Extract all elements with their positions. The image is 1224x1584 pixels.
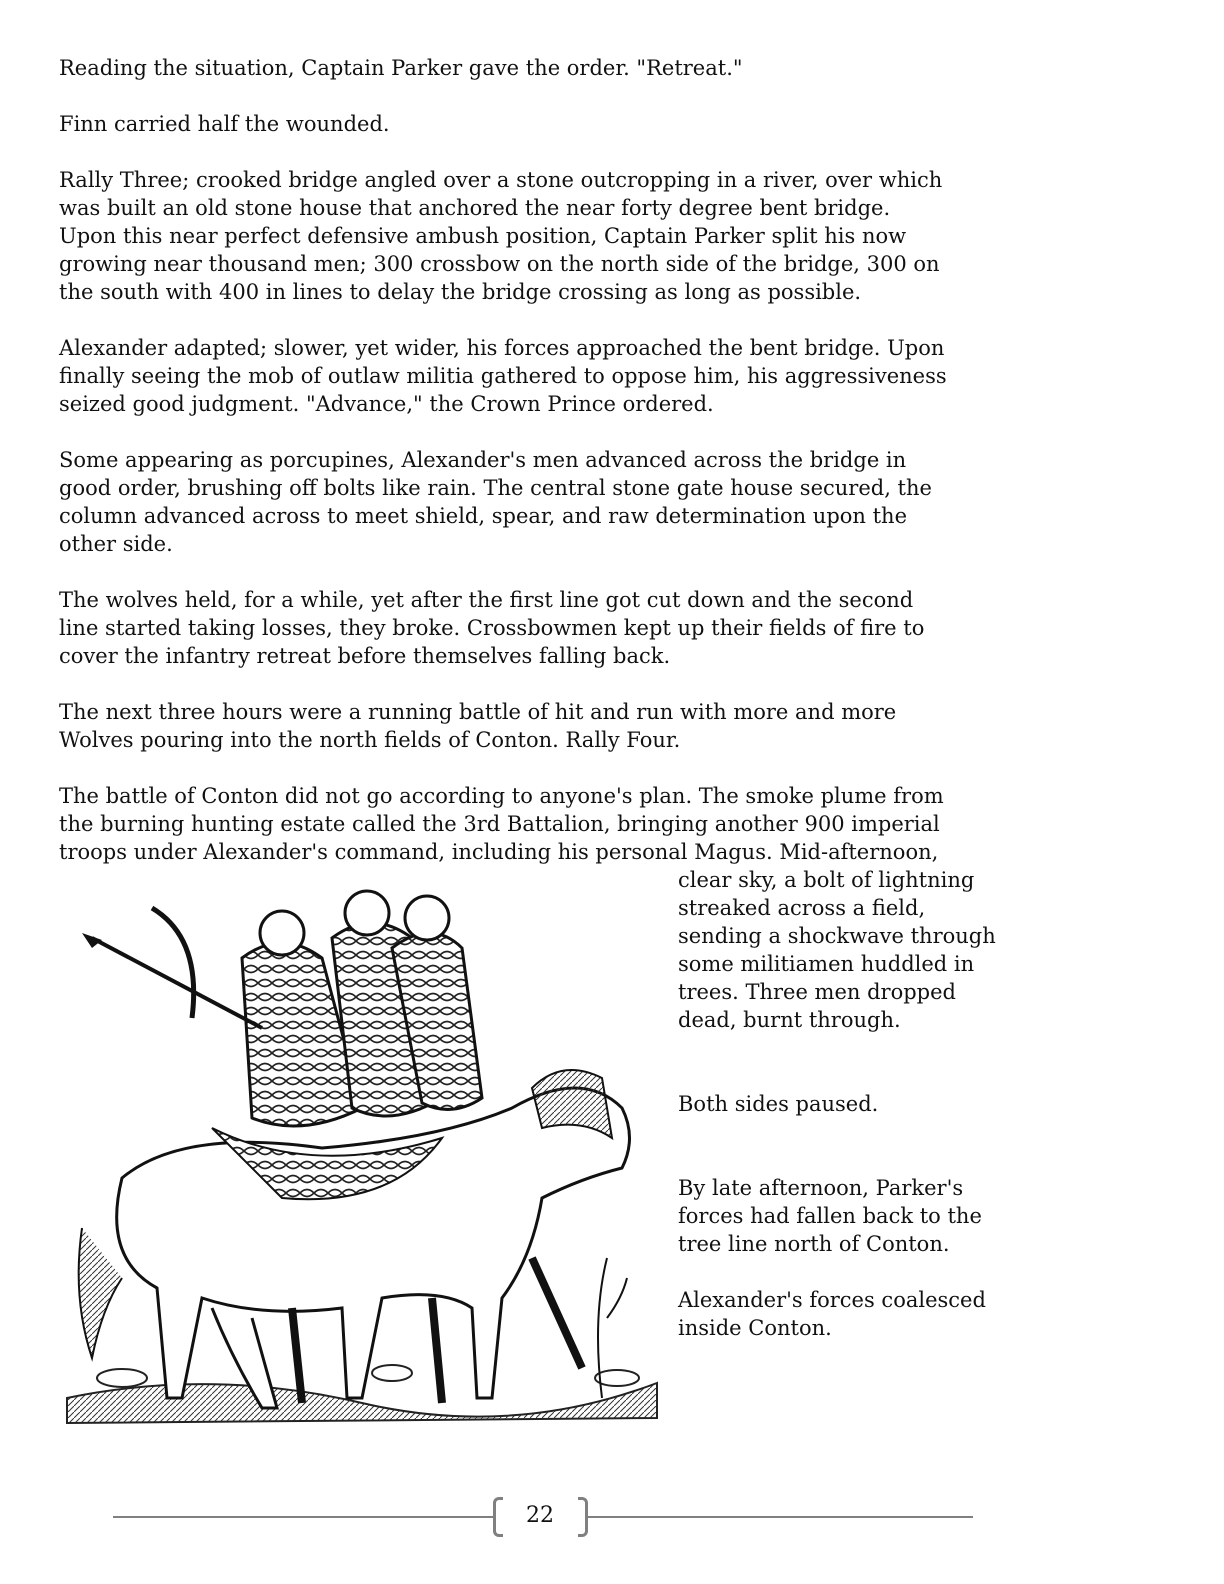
text-line: streaked across a field, [678, 896, 926, 920]
text-line: cover the infantry retreat before themselves falling back. [59, 644, 671, 668]
text-line: column advanced across to meet shield, spear, and raw determination upon the [59, 504, 907, 528]
paragraph [59, 334, 1059, 418]
footer-rule-right [588, 1516, 973, 1518]
paragraph [59, 446, 1059, 558]
text-line: the burning hunting estate called the 3rd Battalion, bringing another 900 imperial [59, 812, 940, 836]
text-line: trees. Three men dropped [678, 980, 956, 1004]
paragraph [678, 866, 1078, 1034]
text-line: By late afternoon, Parker's [678, 1176, 964, 1200]
text-line: dead, burnt through. [678, 1008, 901, 1032]
text-line: clear sky, a bolt of lightning [678, 868, 975, 892]
text-line: inside Conton. [678, 1316, 832, 1340]
text-line: Alexander's forces coalesced [678, 1288, 986, 1312]
text-line: Alexander adapted; slower, yet wider, his forces approached the bent bridge. Upon [59, 336, 945, 360]
text-line: line started taking losses, they broke. Crossbowmen kept up their fields of fire to [59, 616, 925, 640]
page-number: 22 [526, 1503, 554, 1528]
paragraph [678, 1174, 1078, 1258]
text-line: some militiamen huddled in [678, 952, 975, 976]
paragraph [59, 166, 1059, 306]
paragraph [678, 1090, 1078, 1118]
text-line: Finn carried half the wounded. [59, 112, 390, 136]
text-line: seized good judgment. "Advance," the Crown Prince ordered. [59, 392, 714, 416]
main-text [59, 54, 1059, 894]
text-line: growing near thousand men; 300 crossbow on the north side of the bridge, 300 on [59, 252, 940, 276]
text-line: the south with 400 in lines to delay the bridge crossing as long as possible. [59, 280, 862, 304]
text-line: Some appearing as porcupines, Alexander's men advanced across the bridge in [59, 448, 907, 472]
paragraph [59, 782, 1059, 866]
text-line: was built an old stone house that anchored the near forty degree bent bridge. [59, 196, 891, 220]
text-line: troops under Alexander's command, including his personal Magus. Mid-afternoon, [59, 840, 939, 864]
text-line: forces had fallen back to the [678, 1204, 982, 1228]
text-line: Reading the situation, Captain Parker gave the order. "Retreat." [59, 56, 743, 80]
text-line: finally seeing the mob of outlaw militia gathered to oppose him, his aggressiveness [59, 364, 947, 388]
paragraph [59, 110, 1059, 138]
text-line: good order, brushing off bolts like rain. The central stone gate house secured, the [59, 476, 932, 500]
text-line: other side. [59, 532, 173, 556]
paragraph [59, 54, 1059, 82]
text-line: The wolves held, for a while, yet after the first line got cut down and the second [59, 588, 914, 612]
text-line: sending a shockwave through [678, 924, 996, 948]
text-line: Both sides paused. [678, 1092, 879, 1116]
text-line: The next three hours were a running battle of hit and run with more and more [59, 700, 897, 724]
text-line: The battle of Conton did not go according to anyone's plan. The smoke plume from [59, 784, 944, 808]
text-line: Upon this near perfect defensive ambush position, Captain Parker split his now [59, 224, 907, 248]
side-text [678, 866, 1078, 1370]
text-line: Wolves pouring into the north fields of Conton. Rally Four. [59, 728, 681, 752]
text-line: tree line north of Conton. [678, 1232, 950, 1256]
paragraph [59, 698, 1059, 754]
paragraph [59, 586, 1059, 670]
footer-rule-left [113, 1516, 493, 1518]
paragraph [678, 1286, 1078, 1342]
text-line: Rally Three; crooked bridge angled over a stone outcropping in a river, over which [59, 168, 943, 192]
woodcut-illustration-mounted-archers [62, 878, 662, 1448]
